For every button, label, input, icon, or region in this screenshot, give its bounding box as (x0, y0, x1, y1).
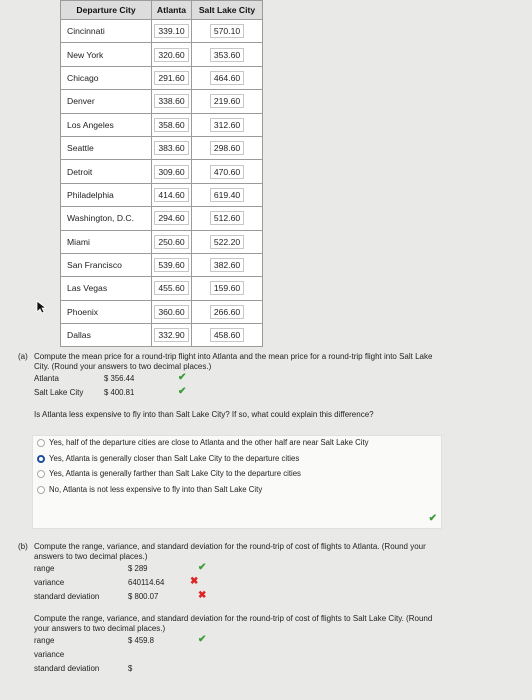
cell-slc-fare (192, 183, 263, 206)
option-text: Yes, Atlanta is generally farther than Salt Lake City to the departure cities (49, 469, 301, 478)
fare-value: 522.20 (210, 235, 244, 249)
cell-atlanta-fare (152, 230, 192, 253)
mc-question: Is Atlanta less expensive to fly into than Salt Lake City? If so, what could explain this difference? (34, 410, 374, 419)
part-b-q1-line2: answers to two decimal places.) (34, 552, 148, 561)
table-row (61, 183, 263, 206)
cell-atlanta-fare (152, 160, 192, 183)
part-b-question-1 (18, 542, 518, 562)
cell-slc-fare (192, 66, 263, 89)
table-row (61, 20, 263, 43)
cell-slc-fare (192, 136, 263, 159)
slc-sd-input[interactable]: $ (128, 664, 133, 673)
slc-mean-label: Salt Lake City (34, 388, 84, 397)
table-row (61, 207, 263, 230)
cell-atlanta-fare (152, 136, 192, 159)
cell-departure-city: San Francisco (61, 253, 152, 276)
option-text: Yes, Atlanta is generally closer than Salt Lake City to the departure cities (49, 453, 300, 463)
fare-value: 539.60 (154, 258, 188, 272)
fare-value: 353.60 (210, 48, 244, 62)
cell-atlanta-fare (152, 20, 192, 43)
fare-value: 250.60 (154, 235, 188, 249)
fares-table (60, 0, 263, 347)
cell-slc-fare (192, 253, 263, 276)
fare-value: 512.60 (210, 211, 244, 225)
fare-value: 458.60 (210, 328, 244, 342)
range-label: range (34, 564, 55, 573)
table-row (61, 66, 263, 89)
slc-range-input[interactable]: $ 459.8 (128, 636, 155, 645)
table-row (61, 113, 263, 136)
cell-atlanta-fare (152, 253, 192, 276)
cell-atlanta-fare (152, 324, 192, 347)
cell-departure-city: Chicago (61, 66, 152, 89)
slc-range-row (18, 634, 518, 648)
slc-mean-input[interactable]: $ 400.81 (104, 388, 135, 397)
atlanta-variance-input[interactable]: 640114.64 (128, 578, 165, 587)
cell-atlanta-fare (152, 43, 192, 66)
table-row (61, 43, 263, 66)
part-b-label: (b) (18, 542, 28, 551)
sd-label: standard deviation (34, 664, 100, 673)
fare-value: 309.60 (154, 165, 188, 179)
fare-value: 159.60 (210, 281, 244, 295)
fare-value: 464.60 (210, 71, 244, 85)
slc-variance-row (18, 648, 518, 662)
fare-value: 619.40 (210, 188, 244, 202)
radio-button-icon[interactable] (37, 439, 45, 447)
atlanta-range-input[interactable]: $ 289 (128, 564, 148, 573)
cell-atlanta-fare (152, 277, 192, 300)
cell-atlanta-fare (152, 207, 192, 230)
atlanta-variance-row (18, 576, 518, 590)
cross-icon: ✖ (190, 576, 199, 587)
cell-departure-city: Denver (61, 90, 152, 113)
fare-value: 338.60 (154, 94, 188, 108)
header-atlanta: Atlanta (152, 1, 192, 20)
check-icon: ✔ (178, 372, 187, 383)
fare-value: 470.60 (210, 165, 244, 179)
atlanta-mean-row (18, 372, 518, 386)
cell-departure-city: Phoenix (61, 300, 152, 323)
cell-atlanta-fare (152, 300, 192, 323)
header-salt-lake-city: Salt Lake City (192, 1, 263, 20)
table-row (61, 300, 263, 323)
table-row (61, 136, 263, 159)
fare-value: 339.10 (154, 24, 188, 38)
fare-value: 358.60 (154, 118, 188, 132)
fare-value: 414.60 (154, 188, 188, 202)
cell-slc-fare (192, 90, 263, 113)
cell-atlanta-fare (152, 66, 192, 89)
check-icon: ✔ (198, 562, 207, 573)
header-departure-city: Departure City (61, 1, 152, 20)
radio-button-icon[interactable] (37, 470, 45, 478)
check-icon: ✔ (428, 513, 437, 524)
range-label: range (34, 636, 55, 645)
atlanta-mean-label: Atlanta (34, 374, 59, 383)
table-row (61, 90, 263, 113)
fare-value: 320.60 (154, 48, 188, 62)
cell-departure-city: Philadelphia (61, 183, 152, 206)
fare-value: 360.60 (154, 305, 188, 319)
table-row (61, 277, 263, 300)
fares-table-container (60, 0, 263, 347)
fare-value: 298.60 (210, 141, 244, 155)
fare-value: 312.60 (210, 118, 244, 132)
variance-label: variance (34, 650, 65, 659)
fare-value: 266.60 (210, 305, 244, 319)
part-a-label: (a) (18, 352, 28, 361)
option-text: No, Atlanta is not less expensive to fly into than Salt Lake City (49, 484, 263, 494)
table-row (61, 230, 263, 253)
fare-value: 294.60 (154, 211, 188, 225)
part-b-q2-line1: Compute the range, variance, and standard deviation for the round-trip of cost of flights to Salt Lake City. (Round (34, 614, 433, 623)
part-a-question-line2: City. (Round your answers to two decimal places.) (34, 362, 212, 371)
atlanta-mean-input[interactable]: $ 356.44 (104, 374, 135, 383)
part-a-question (18, 352, 518, 372)
part-b-q2-line2: your answers to two decimal places.) (34, 624, 166, 633)
cell-slc-fare (192, 160, 263, 183)
slc-mean-row (18, 386, 518, 400)
radio-button-selected-icon[interactable] (37, 455, 45, 463)
cell-atlanta-fare (152, 113, 192, 136)
option-0[interactable] (33, 436, 441, 452)
fare-value: 455.60 (154, 281, 188, 295)
fare-value: 382.60 (210, 258, 244, 272)
cell-departure-city: Cincinnati (61, 20, 152, 43)
fare-value: 332.90 (154, 328, 188, 342)
check-icon: ✔ (198, 634, 207, 645)
radio-button-icon[interactable] (37, 486, 45, 494)
part-a-question-line1: Compute the mean price for a round-trip flight into Atlanta and the mean price for a round-trip flight into Salt Lake (34, 352, 433, 361)
fare-value: 219.60 (210, 94, 244, 108)
cell-departure-city: New York (61, 43, 152, 66)
cell-slc-fare (192, 277, 263, 300)
option-3[interactable] (33, 483, 441, 499)
table-row (61, 160, 263, 183)
cell-slc-fare (192, 113, 263, 136)
cell-slc-fare (192, 230, 263, 253)
option-2[interactable] (33, 467, 441, 483)
part-a (18, 352, 518, 419)
option-text: Yes, half of the departure cities are close to Atlanta and the other half are near Salt Lake City (49, 438, 369, 447)
fare-value: 291.60 (154, 71, 188, 85)
table-body (61, 20, 263, 347)
cell-departure-city: Las Vegas (61, 277, 152, 300)
cell-slc-fare (192, 20, 263, 43)
cell-departure-city: Miami (61, 230, 152, 253)
cell-slc-fare (192, 324, 263, 347)
part-b-q1-line1: Compute the range, variance, and standard deviation for the round-trip of cost of flights to Atlanta. (Round your (34, 542, 426, 551)
fare-value: 570.10 (210, 24, 244, 38)
variance-label: variance (34, 578, 65, 587)
sd-label: standard deviation (34, 592, 100, 601)
part-b-question-2 (18, 614, 518, 634)
cell-slc-fare (192, 43, 263, 66)
cell-departure-city: Los Angeles (61, 113, 152, 136)
part-b (18, 542, 518, 676)
table-header-row (61, 1, 263, 20)
fare-value: 383.60 (154, 141, 188, 155)
cell-slc-fare (192, 300, 263, 323)
atlanta-sd-row (18, 590, 518, 604)
mc-options-box (32, 435, 442, 529)
option-1[interactable] (33, 452, 441, 468)
cell-departure-city: Washington, D.C. (61, 207, 152, 230)
mouse-cursor-icon (36, 300, 48, 314)
cross-icon: ✖ (198, 590, 207, 601)
slc-sd-row (18, 662, 518, 676)
table-row (61, 324, 263, 347)
atlanta-range-row (18, 562, 518, 576)
cell-slc-fare (192, 207, 263, 230)
check-icon: ✔ (178, 386, 187, 397)
cell-departure-city: Detroit (61, 160, 152, 183)
cell-departure-city: Dallas (61, 324, 152, 347)
table-row (61, 253, 263, 276)
cell-departure-city: Seattle (61, 136, 152, 159)
cell-atlanta-fare (152, 90, 192, 113)
atlanta-sd-input[interactable]: $ 800.07 (128, 592, 159, 601)
cell-atlanta-fare (152, 183, 192, 206)
